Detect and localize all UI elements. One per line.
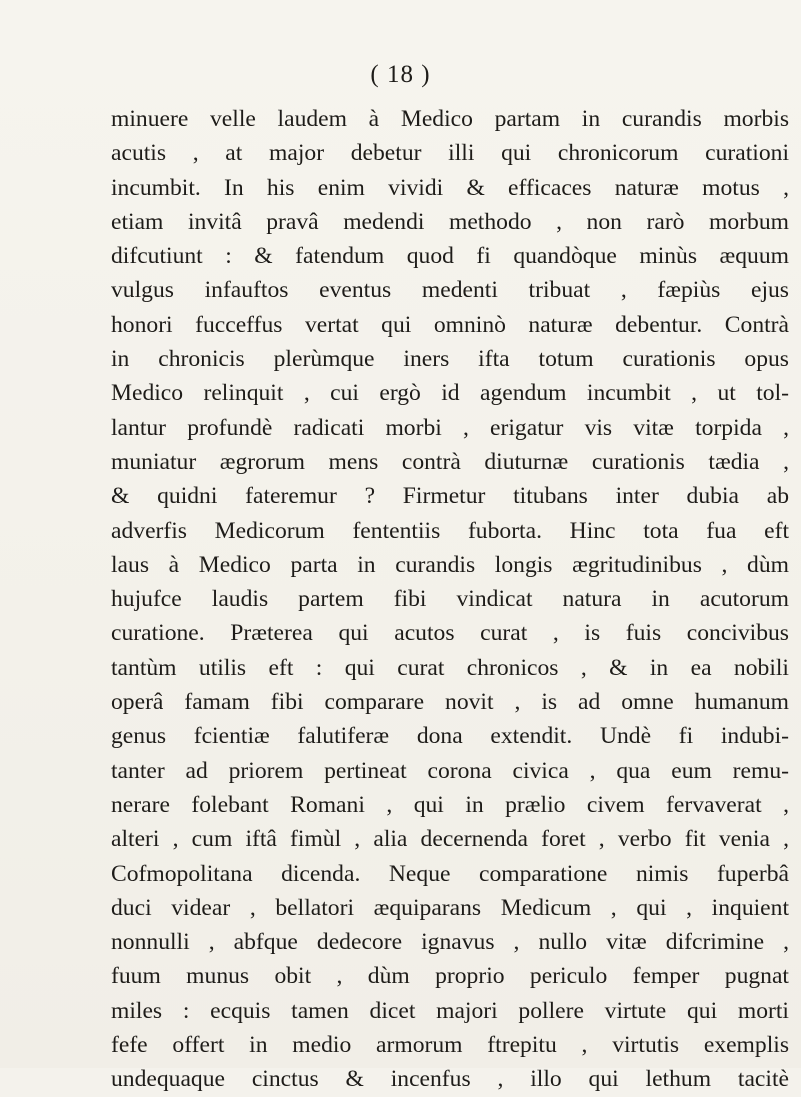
text-line: adverfis Medicorum fententiis fuborta. Hinc tota fua eft <box>111 517 789 544</box>
text-line: Medico relinquit , cui ergò id agendum incumbit , ut tol- <box>111 380 789 407</box>
text-line: difcutiunt : & fatendum quod fi quandòque minùs æquum <box>111 243 789 270</box>
text-line: & quidni fateremur ? Firmetur titubans inter dubia ab <box>111 483 789 510</box>
text-line: duci videar , bellatori æquiparans Medicum , qui , inquient <box>111 894 789 921</box>
text-line: miles : ecquis tamen dicet majori pollere virtute qui morti <box>111 997 789 1024</box>
text-line: honori fucceffus vertat qui omninò naturæ debentur. Contrà <box>111 311 789 338</box>
text-line: minuere velle laudem à Medico partam in curandis morbis <box>111 106 789 132</box>
text-line: operâ famam fibi comparare novit , is ad omne humanum <box>111 689 789 716</box>
text-line: vulgus infauftos eventus medenti tribuat , fæpiùs ejus <box>111 277 789 304</box>
body-text <box>111 102 789 1097</box>
text-line: muniatur ægrorum mens contrà diuturnæ curationis tædia , <box>111 448 789 475</box>
text-line: undequaque cinctus & incenfus , illo qui lethum tacitè <box>111 1066 789 1093</box>
text-line: laus à Medico parta in curandis longis ægritudinibus , dùm <box>111 551 789 578</box>
text-line: nerare folebant Romani , qui in prælio civem fervaverat , <box>111 791 789 818</box>
text-line: lantur profundè radicati morbi , erigatur vis vitæ torpida , <box>111 414 789 441</box>
text-line: tantùm utilis eft : qui curat chronicos , & in ea nobili <box>111 654 789 681</box>
text-line: hujufce laudis partem fibi vindicat natura in acutorum <box>111 586 789 613</box>
text-line: genus fcientiæ falutiferæ dona extendit. Undè fi indubi- <box>111 723 789 750</box>
text-line: fefe offert in medio armorum ftrepitu , virtutis exemplis <box>111 1032 789 1059</box>
text-line: fuum munus obit , dùm proprio periculo femper pugnat <box>111 963 789 990</box>
text-line: Cofmopolitana dicenda. Neque comparatione nimis fuperbâ <box>111 860 789 887</box>
text-line: incumbit. In his enim vividi & efficaces naturæ motus , <box>111 174 789 201</box>
text-line: alteri , cum iftâ fimùl , alia decernenda foret , verbo fit venia , <box>111 826 789 853</box>
text-line: etiam invitâ pravâ medendi methodo , non rarò morbum <box>111 208 789 235</box>
text-line: in chronicis plerùmque iners ifta totum curationis opus <box>111 346 789 373</box>
page-number: ( 18 ) <box>370 61 431 88</box>
text-line: nonnulli , abfque dedecore ignavus , nullo vitæ difcrimine , <box>111 929 789 956</box>
text-line: tanter ad priorem pertineat corona civica , qua eum remu- <box>111 757 789 784</box>
text-line: curatione. Præterea qui acutos curat , is fuis concivibus <box>111 620 789 647</box>
text-line: acutis , at major debetur illi qui chronicorum curationi <box>111 140 789 167</box>
